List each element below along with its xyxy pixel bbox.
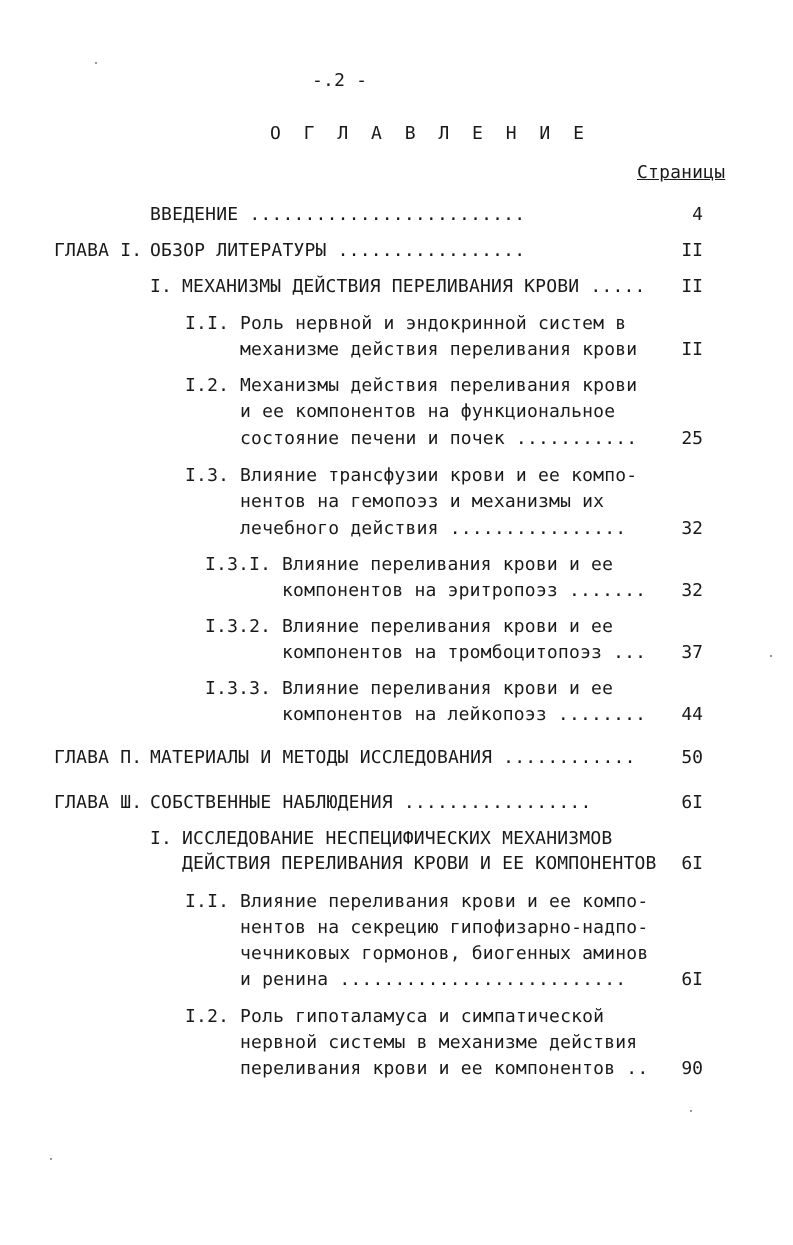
page-number: -.2 - xyxy=(312,70,368,91)
entry-text: МАТЕРИАЛЫ И МЕТОДЫ ИССЛЕДОВАНИЯ ............ xyxy=(150,747,636,768)
entry-page: 4 xyxy=(692,204,703,225)
entry-text: ВВЕДЕНИЕ ......................... xyxy=(150,204,526,225)
entry-page: 50 xyxy=(681,747,703,768)
entry-text: компонентов на лейкопоэз ........ xyxy=(282,704,647,725)
entry-number: I.2. xyxy=(185,375,230,396)
entry-page: II xyxy=(681,339,703,360)
entry-number: I.I. xyxy=(185,891,230,912)
entry-number: I.3. xyxy=(185,465,230,486)
entry-text: МЕХАНИЗМЫ ДЕЙСТВИЯ ПЕРЕЛИВАНИЯ КРОВИ ..... xyxy=(182,276,646,297)
entry-page: 32 xyxy=(681,580,703,601)
entry-text: компонентов на тромбоцитопоэз ... xyxy=(282,642,647,663)
entry-text: компонентов на эритропоэз ....... xyxy=(282,580,647,601)
entry-text: ОБЗОР ЛИТЕРАТУРЫ ................. xyxy=(150,240,526,261)
entry-text: нервной системы в механизме действия xyxy=(240,1032,638,1053)
entry-text: Влияние переливания крови и ее компо- xyxy=(240,891,649,912)
entry-number: ГЛАВА Ш. xyxy=(54,792,143,813)
entry-text: ДЕЙСТВИЯ ПЕРЕЛИВАНИЯ КРОВИ И ЕЕ КОМПОНЕНТОВ xyxy=(182,853,657,874)
entry-page: 6I xyxy=(681,853,703,874)
entry-text: чечниковых гормонов, биогенных аминов xyxy=(240,943,649,964)
entry-number: ГЛАВА I. xyxy=(54,240,143,261)
entry-number: I.3.3. xyxy=(205,678,272,699)
entry-text: СОБСТВЕННЫЕ НАБЛЮДЕНИЯ ................. xyxy=(150,792,592,813)
scan-speck xyxy=(690,1110,692,1112)
entry-text: состояние печени и почек ........... xyxy=(240,428,638,449)
scan-speck xyxy=(95,62,97,64)
entry-text: Влияние переливания крови и ее xyxy=(282,554,614,575)
entry-text: механизме действия переливания крови xyxy=(240,339,638,360)
entry-text: Роль нервной и эндокринной систем в xyxy=(240,313,627,334)
entry-page: 25 xyxy=(681,428,703,449)
entry-number: I. xyxy=(150,276,173,297)
entry-number: ГЛАВА П. xyxy=(54,747,143,768)
entry-page: 32 xyxy=(681,518,703,539)
entry-page: II xyxy=(681,276,703,297)
scan-speck xyxy=(770,655,772,657)
entry-text: Механизмы действия переливания крови xyxy=(240,375,638,396)
entry-text: ИССЛЕДОВАНИЕ НЕСПЕЦИФИЧЕСКИХ МЕХАНИЗМОВ xyxy=(182,828,613,849)
entry-text: нентов на гемопоэз и механизмы их xyxy=(240,491,605,512)
entry-page: 37 xyxy=(681,642,703,663)
entry-text: переливания крови и ее компонентов .. xyxy=(240,1058,649,1079)
toc-title: О Г Л А В Л Е Н И Е xyxy=(270,123,590,144)
entry-number: I.3.I. xyxy=(205,554,272,575)
scan-speck xyxy=(50,1158,52,1160)
entry-text: Влияние трансфузии крови и ее компо- xyxy=(240,465,638,486)
entry-page: 90 xyxy=(681,1058,703,1079)
entry-text: нентов на секрецию гипофизарно-надпо- xyxy=(240,917,649,938)
entry-number: I.3.2. xyxy=(205,616,272,637)
entry-text: лечебного действия ................ xyxy=(240,518,627,539)
entry-text: и ее компонентов на функциональное xyxy=(240,401,616,422)
entry-text: и ренина .......................... xyxy=(240,969,627,990)
entry-page: 6I xyxy=(681,792,703,813)
entry-number: I.2. xyxy=(185,1006,230,1027)
entry-text: Роль гипоталамуса и симпатической xyxy=(240,1006,605,1027)
pages-column-header: Страницы xyxy=(637,162,726,183)
entry-page: II xyxy=(681,240,703,261)
entry-page: 6I xyxy=(681,969,703,990)
entry-text: Влияние переливания крови и ее xyxy=(282,678,614,699)
entry-number: I. xyxy=(150,828,173,849)
entry-text: Влияние переливания крови и ее xyxy=(282,616,614,637)
entry-page: 44 xyxy=(681,704,703,725)
entry-number: I.I. xyxy=(185,313,230,334)
